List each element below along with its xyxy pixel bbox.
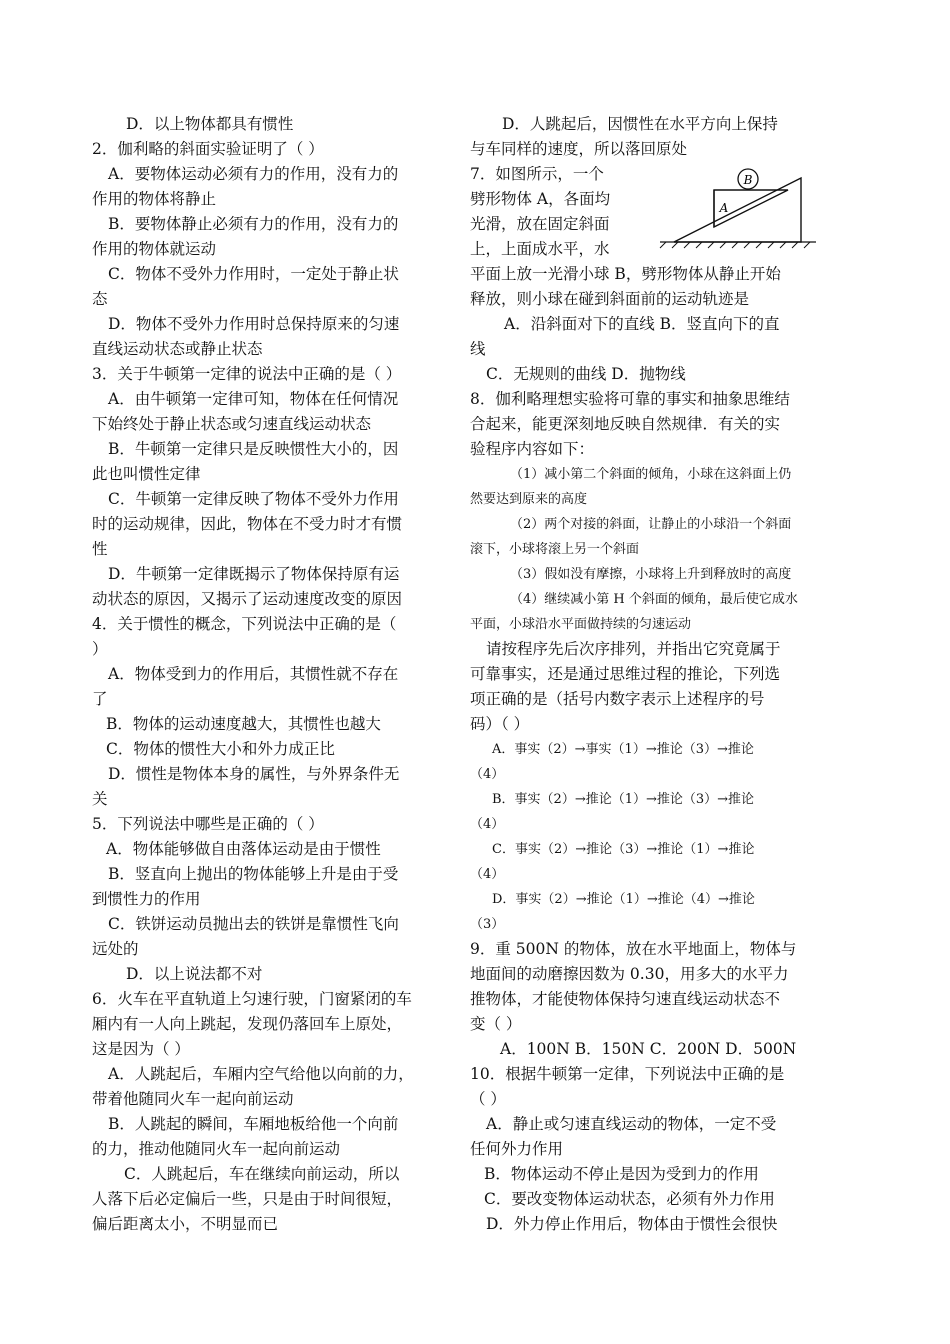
text-line: 性 <box>92 540 108 558</box>
text-line: C．无规则的曲线 D．抛物线 <box>486 365 686 383</box>
text-line: D．事实（2）→推论（1）→推论（4）→推论 <box>492 892 755 907</box>
text-line: （3）假如没有摩擦，小球将上升到释放时的高度 <box>510 567 792 582</box>
text-line: （4） <box>470 817 505 832</box>
question-7-line: 劈形物体 A，各面均 <box>470 190 611 208</box>
text-line: 推物体，才能使物体保持匀速直线运动状态不 <box>470 990 781 1008</box>
text-line: 5．下列说法中哪些是正确的（ ） <box>92 815 324 833</box>
text-line: D．牛顿第一定律既揭示了物体保持原有运 <box>108 565 400 583</box>
text-line: 码）（ ） <box>470 715 530 733</box>
text-line: 态 <box>92 290 108 308</box>
text-line: C．事实（2）→推论（3）→推论（1）→推论 <box>492 842 755 857</box>
text-line: D．人跳起后，因惯性在水平方向上保持 <box>502 115 778 133</box>
text-line: C．要改变物体运动状态，必须有外力作用 <box>484 1190 775 1208</box>
text-line: 可靠事实，还是通过思维过程的推论，下列选 <box>470 665 781 683</box>
text-line: B．事实（2）→推论（1）→推论（3）→推论 <box>492 792 755 807</box>
label-b: B <box>743 173 753 187</box>
question-7-line: 7．如图所示，一个 <box>470 165 604 183</box>
text-line: 时的运动规律，因此，物体在不受力时才有惯 <box>92 515 403 533</box>
question-7-figure-block <box>470 162 818 262</box>
text-line: D．外力停止作用后，物体由于惯性会很快 <box>486 1215 778 1233</box>
text-line: A．人跳起后，车厢内空气给他以向前的力， <box>108 1065 414 1083</box>
text-line: ） <box>92 640 108 658</box>
text-line: 3．关于牛顿第一定律的说法中正确的是（ ） <box>92 365 402 383</box>
text-line: C．物体的惯性大小和外力成正比 <box>106 740 335 758</box>
text-line: C．牛顿第一定律反映了物体不受外力作用 <box>108 490 399 508</box>
text-line: （2）两个对接的斜面，让静止的小球沿一个斜面 <box>510 517 792 532</box>
text-line: 与车同样的速度，所以落回原处 <box>470 140 688 158</box>
text-line: 平面上放一光滑小球 B，劈形物体从静止开始 <box>470 265 781 283</box>
text-line: 2．伽利略的斜面实验证明了（ ） <box>92 140 324 158</box>
text-line: （4） <box>470 867 505 882</box>
text-line: 变（ ） <box>470 1015 522 1033</box>
text-line: （4） <box>470 767 505 782</box>
text-line: D．惯性是物体本身的属性，与外界条件无 <box>108 765 400 783</box>
text-line: 作用的物体将静止 <box>92 190 217 208</box>
text-line: A．要物体运动必须有力的作用，没有力的 <box>108 165 399 183</box>
text-line: （ ） <box>470 1090 506 1108</box>
text-line: A．沿斜面对下的直线 B．竖直向下的直 <box>504 315 780 333</box>
text-line: 8．伽利略理想实验将可靠的事实和抽象思维结 <box>470 390 790 408</box>
text-line: 然要达到原来的高度 <box>470 492 588 507</box>
text-line: 偏后距离太小，不明显而已 <box>92 1215 279 1233</box>
text-line: 4．关于惯性的概念，下列说法中正确的是（ <box>92 615 397 633</box>
text-line: A．静止或匀速直线运动的物体，一定不受 <box>486 1115 777 1133</box>
text-line: 下始终处于静止状态或匀速直线运动状态 <box>92 415 372 433</box>
right-bottom-lines <box>470 262 818 1237</box>
text-line: B．牛顿第一定律只是反映惯性大小的，因 <box>108 440 399 458</box>
text-line: 请按程序先后次序排列，并指出它究竟属于 <box>486 640 781 658</box>
text-line: A．物体受到力的作用后，其惯性就不存在 <box>108 665 399 683</box>
text-line: 释放，则小球在碰到斜面前的运动轨迹是 <box>470 290 750 308</box>
text-line: D．以上物体都具有惯性 <box>126 115 294 133</box>
text-line: 人落下后必定偏后一些，只是由于时间很短， <box>92 1190 403 1208</box>
question-7-line: 上，上面成水平，水 <box>470 240 610 258</box>
text-line: 带着他随同火车一起向前运动 <box>92 1090 294 1108</box>
text-line: C．人跳起后，车在继续向前运动，所以 <box>124 1165 400 1183</box>
text-line: 验程序内容如下： <box>470 440 595 458</box>
text-line: B．人跳起的瞬间，车厢地板给他一个向前 <box>108 1115 399 1133</box>
text-line: 的力，推动他随同火车一起向前运动 <box>92 1140 341 1158</box>
text-line: （3） <box>470 917 505 932</box>
text-line: A．物体能够做自由落体运动是由于惯性 <box>106 840 381 858</box>
text-line: 滚下，小球将滚上另一个斜面 <box>470 542 640 557</box>
text-line: 到惯性力的作用 <box>92 890 201 908</box>
left-column <box>92 112 438 1237</box>
text-line: 作用的物体就运动 <box>92 240 217 258</box>
right-column <box>470 112 818 1237</box>
text-line: 远处的 <box>92 940 139 958</box>
question-7-line: 光滑，放在固定斜面 <box>470 215 610 233</box>
text-line: 项正确的是（括号内数字表示上述程序的号 <box>470 690 765 708</box>
text-line: 合起来，能更深刻地反映自然规律．有关的实 <box>470 415 781 433</box>
text-line: A．事实（2）→事实（1）→推论（3）→推论 <box>492 742 754 757</box>
text-line: B．物体的运动速度越大，其惯性也越大 <box>106 715 381 733</box>
text-line: 6．火车在平直轨道上匀速行驶，门窗紧闭的车 <box>92 990 412 1008</box>
text-line: B．竖直向上抛出的物体能够上升是由于受 <box>108 865 399 883</box>
text-line: C．铁饼运动员抛出去的铁饼是靠惯性飞向 <box>108 915 399 933</box>
text-line: 这是因为（ ） <box>92 1040 190 1058</box>
text-line: C．物体不受外力作用时，一定处于静止状 <box>108 265 399 283</box>
wedge-incline-figure <box>656 162 818 250</box>
text-line: 任何外力作用 <box>470 1140 564 1158</box>
text-line: 10．根据牛顿第一定律，下列说法中正确的是 <box>470 1065 785 1083</box>
text-line: （4）继续减小第 H 个斜面的倾角，最后使它成水 <box>510 592 798 607</box>
text-line: （1）减小第二个斜面的倾角，小球在这斜面上仍 <box>510 467 792 482</box>
text-line: A．100N B．150N C．200N D．500N <box>500 1040 797 1058</box>
text-line: D．以上说法都不对 <box>126 965 263 983</box>
text-line: 平面，小球沿水平面做持续的匀速运动 <box>470 617 692 632</box>
text-line: 厢内有一人向上跳起，发现仍落回车上原处， <box>92 1015 403 1033</box>
text-line: 线 <box>470 340 486 358</box>
text-line: 地面间的动磨擦因数为 0.30，用多大的水平力 <box>470 965 789 983</box>
text-line: A．由牛顿第一定律可知，物体在任何情况 <box>108 390 399 408</box>
fixed-incline <box>674 178 801 242</box>
text-line: 9．重 500N 的物体，放在水平地面上，物体与 <box>470 940 797 958</box>
text-line: D．物体不受外力作用时总保持原来的匀速 <box>108 315 400 333</box>
label-a: A <box>719 201 729 215</box>
text-line: 动状态的原因，又揭示了运动速度改变的原因 <box>92 590 403 608</box>
text-line: B．物体运动不停止是因为受到力的作用 <box>484 1165 759 1183</box>
text-line: 了 <box>92 690 108 708</box>
text-line: 此也叫惯性定律 <box>92 465 201 483</box>
text-line: 关 <box>92 790 108 808</box>
text-line: B．要物体静止必须有力的作用，没有力的 <box>108 215 399 233</box>
text-line: 直线运动状态或静止状态 <box>92 340 263 358</box>
right-top-lines <box>470 112 818 162</box>
